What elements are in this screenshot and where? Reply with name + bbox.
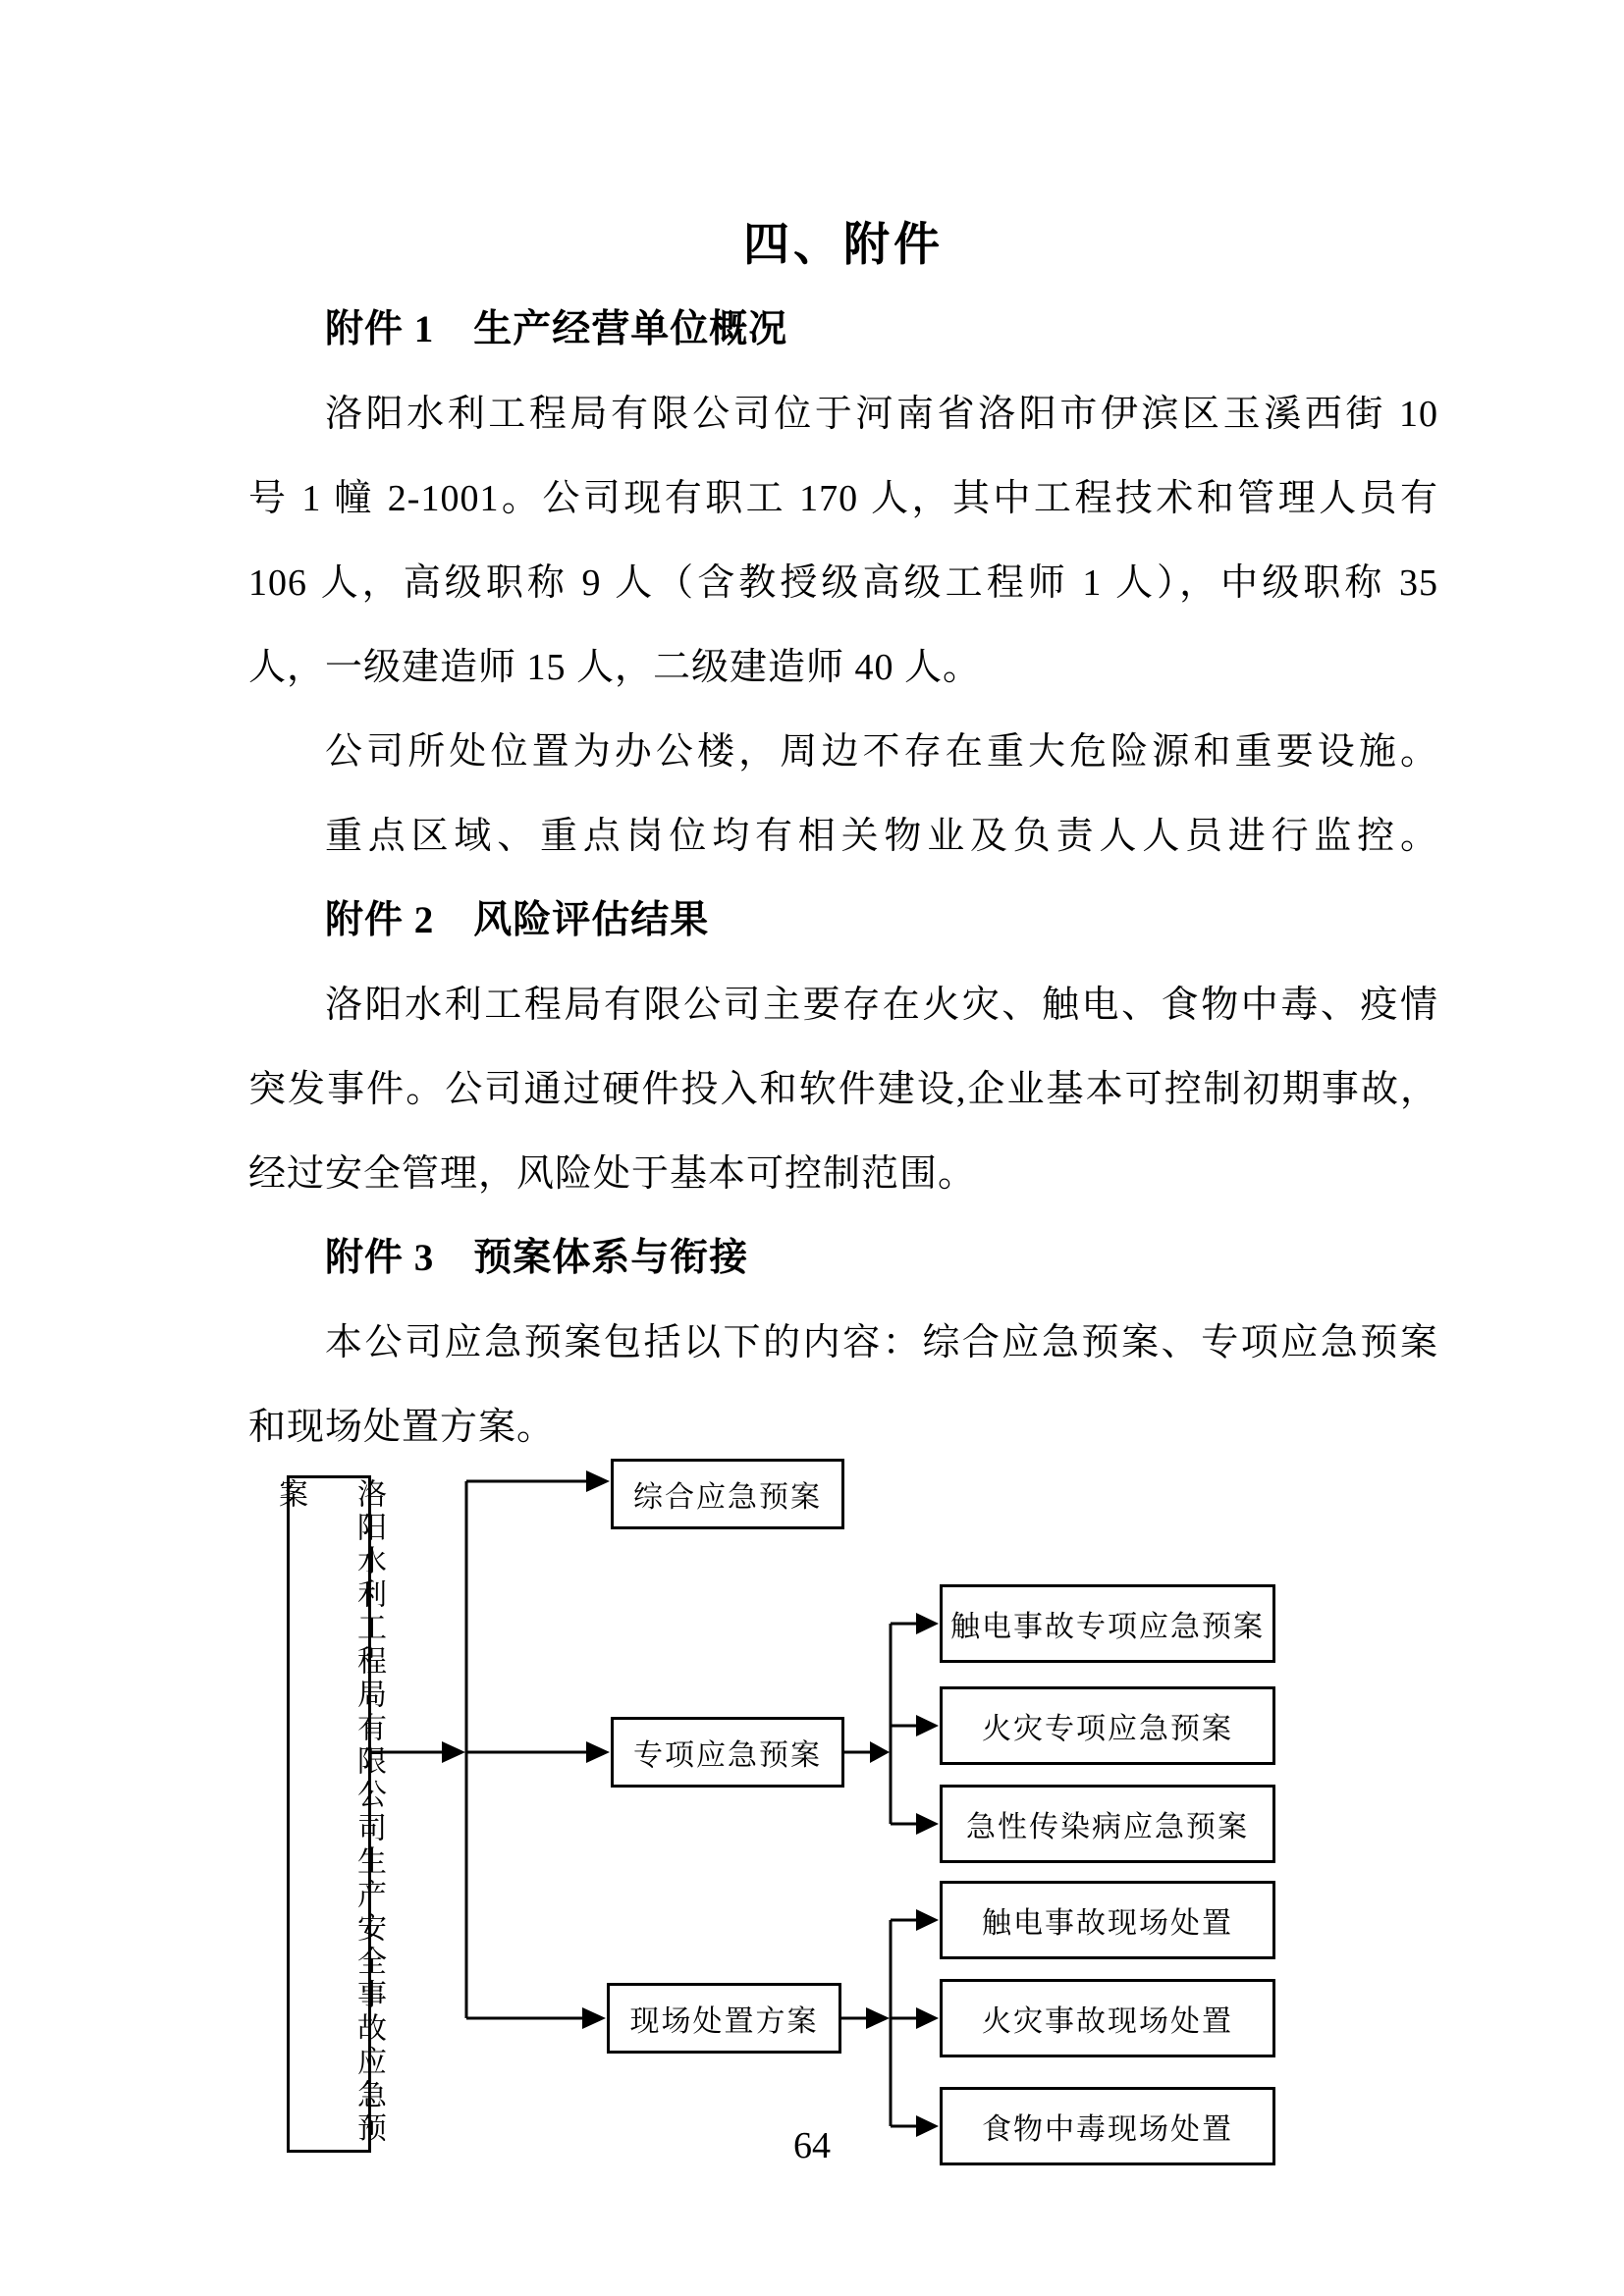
attachment-2-heading: 附件 2 风险评估结果 xyxy=(325,899,710,941)
paragraph-line: 人，一级建造师 15 人，二级建造师 40 人。 xyxy=(248,647,982,688)
document-body xyxy=(248,203,1438,1469)
flowchart-box-label: 综合应急预案 xyxy=(633,1481,822,1514)
flowchart-box-label: 专项应急预案 xyxy=(633,1739,822,1772)
paragraph-line: 本公司应急预案包括以下的内容：综合应急预案、专项应急预案 xyxy=(325,1322,1438,1363)
paragraph-line: 和现场处置方案。 xyxy=(248,1407,556,1448)
flowchart-onsite-plan-box xyxy=(607,1983,841,2054)
paragraph-line: 经过安全管理，风险处于基本可控制范围。 xyxy=(248,1153,977,1195)
flowchart-root-box xyxy=(274,1475,385,2153)
flowchart-electric-special-box xyxy=(940,1584,1275,1663)
flowchart-box-label: 火灾事故现场处置 xyxy=(982,2005,1233,2038)
paragraph-line: 号 1 幢 2-1001。公司现有职工 170 人，其中工程技术和管理人员有 xyxy=(248,478,1438,519)
flowchart-box-label: 急性传染病应急预案 xyxy=(966,1811,1249,1843)
page-title: 四、附件 xyxy=(743,220,944,271)
paragraph-line: 106 人，高级职称 9 人（含教授级高级工程师 1 人），中级职称 35 xyxy=(248,562,1438,604)
page-number: 64 xyxy=(793,2125,831,2166)
paragraph-line: 突发事件。公司通过硬件投入和软件建设,企业基本可控制初期事故， xyxy=(248,1069,1438,1110)
flowchart-box-label: 食物中毒现场处置 xyxy=(982,2113,1233,2146)
flowchart-comprehensive-plan-box xyxy=(611,1459,844,1529)
attachment-1-heading: 附件 1 生产经营单位概况 xyxy=(325,308,788,350)
paragraph-line: 公司所处位置为办公楼，周边不存在重大危险源和重要设施。 xyxy=(325,731,1438,773)
flowchart-root-label: 洛阳水利工程局有限公司生产安全事故应急预案 xyxy=(274,1478,385,2146)
paragraph-line: 洛阳水利工程局有限公司主要存在火灾、触电、食物中毒、疫情 xyxy=(325,985,1438,1026)
plan-system-flowchart xyxy=(0,1453,1624,2228)
flowchart-box-label: 现场处置方案 xyxy=(629,2005,819,2038)
flowchart-box-label: 火灾专项应急预案 xyxy=(982,1713,1233,1745)
flowchart-box-label: 触电事故现场处置 xyxy=(982,1907,1233,1940)
paragraph-line: 重点区域、重点岗位均有相关物业及负责人人员进行监控。 xyxy=(325,816,1438,857)
flowchart-box-label: 触电事故专项应急预案 xyxy=(950,1611,1265,1643)
flowchart-fire-special-box xyxy=(940,1686,1275,1765)
paragraph-line: 洛阳水利工程局有限公司位于河南省洛阳市伊滨区玉溪西街 10 xyxy=(325,394,1438,435)
flowchart-infection-special-box xyxy=(940,1785,1275,1863)
flowchart-fire-onsite-box xyxy=(940,1979,1275,2057)
attachment-3-heading: 附件 3 预案体系与衔接 xyxy=(325,1237,749,1279)
flowchart-electric-onsite-box xyxy=(940,1881,1275,1959)
flowchart-connectors xyxy=(0,1453,1624,2228)
flowchart-special-plan-box xyxy=(611,1717,844,1788)
